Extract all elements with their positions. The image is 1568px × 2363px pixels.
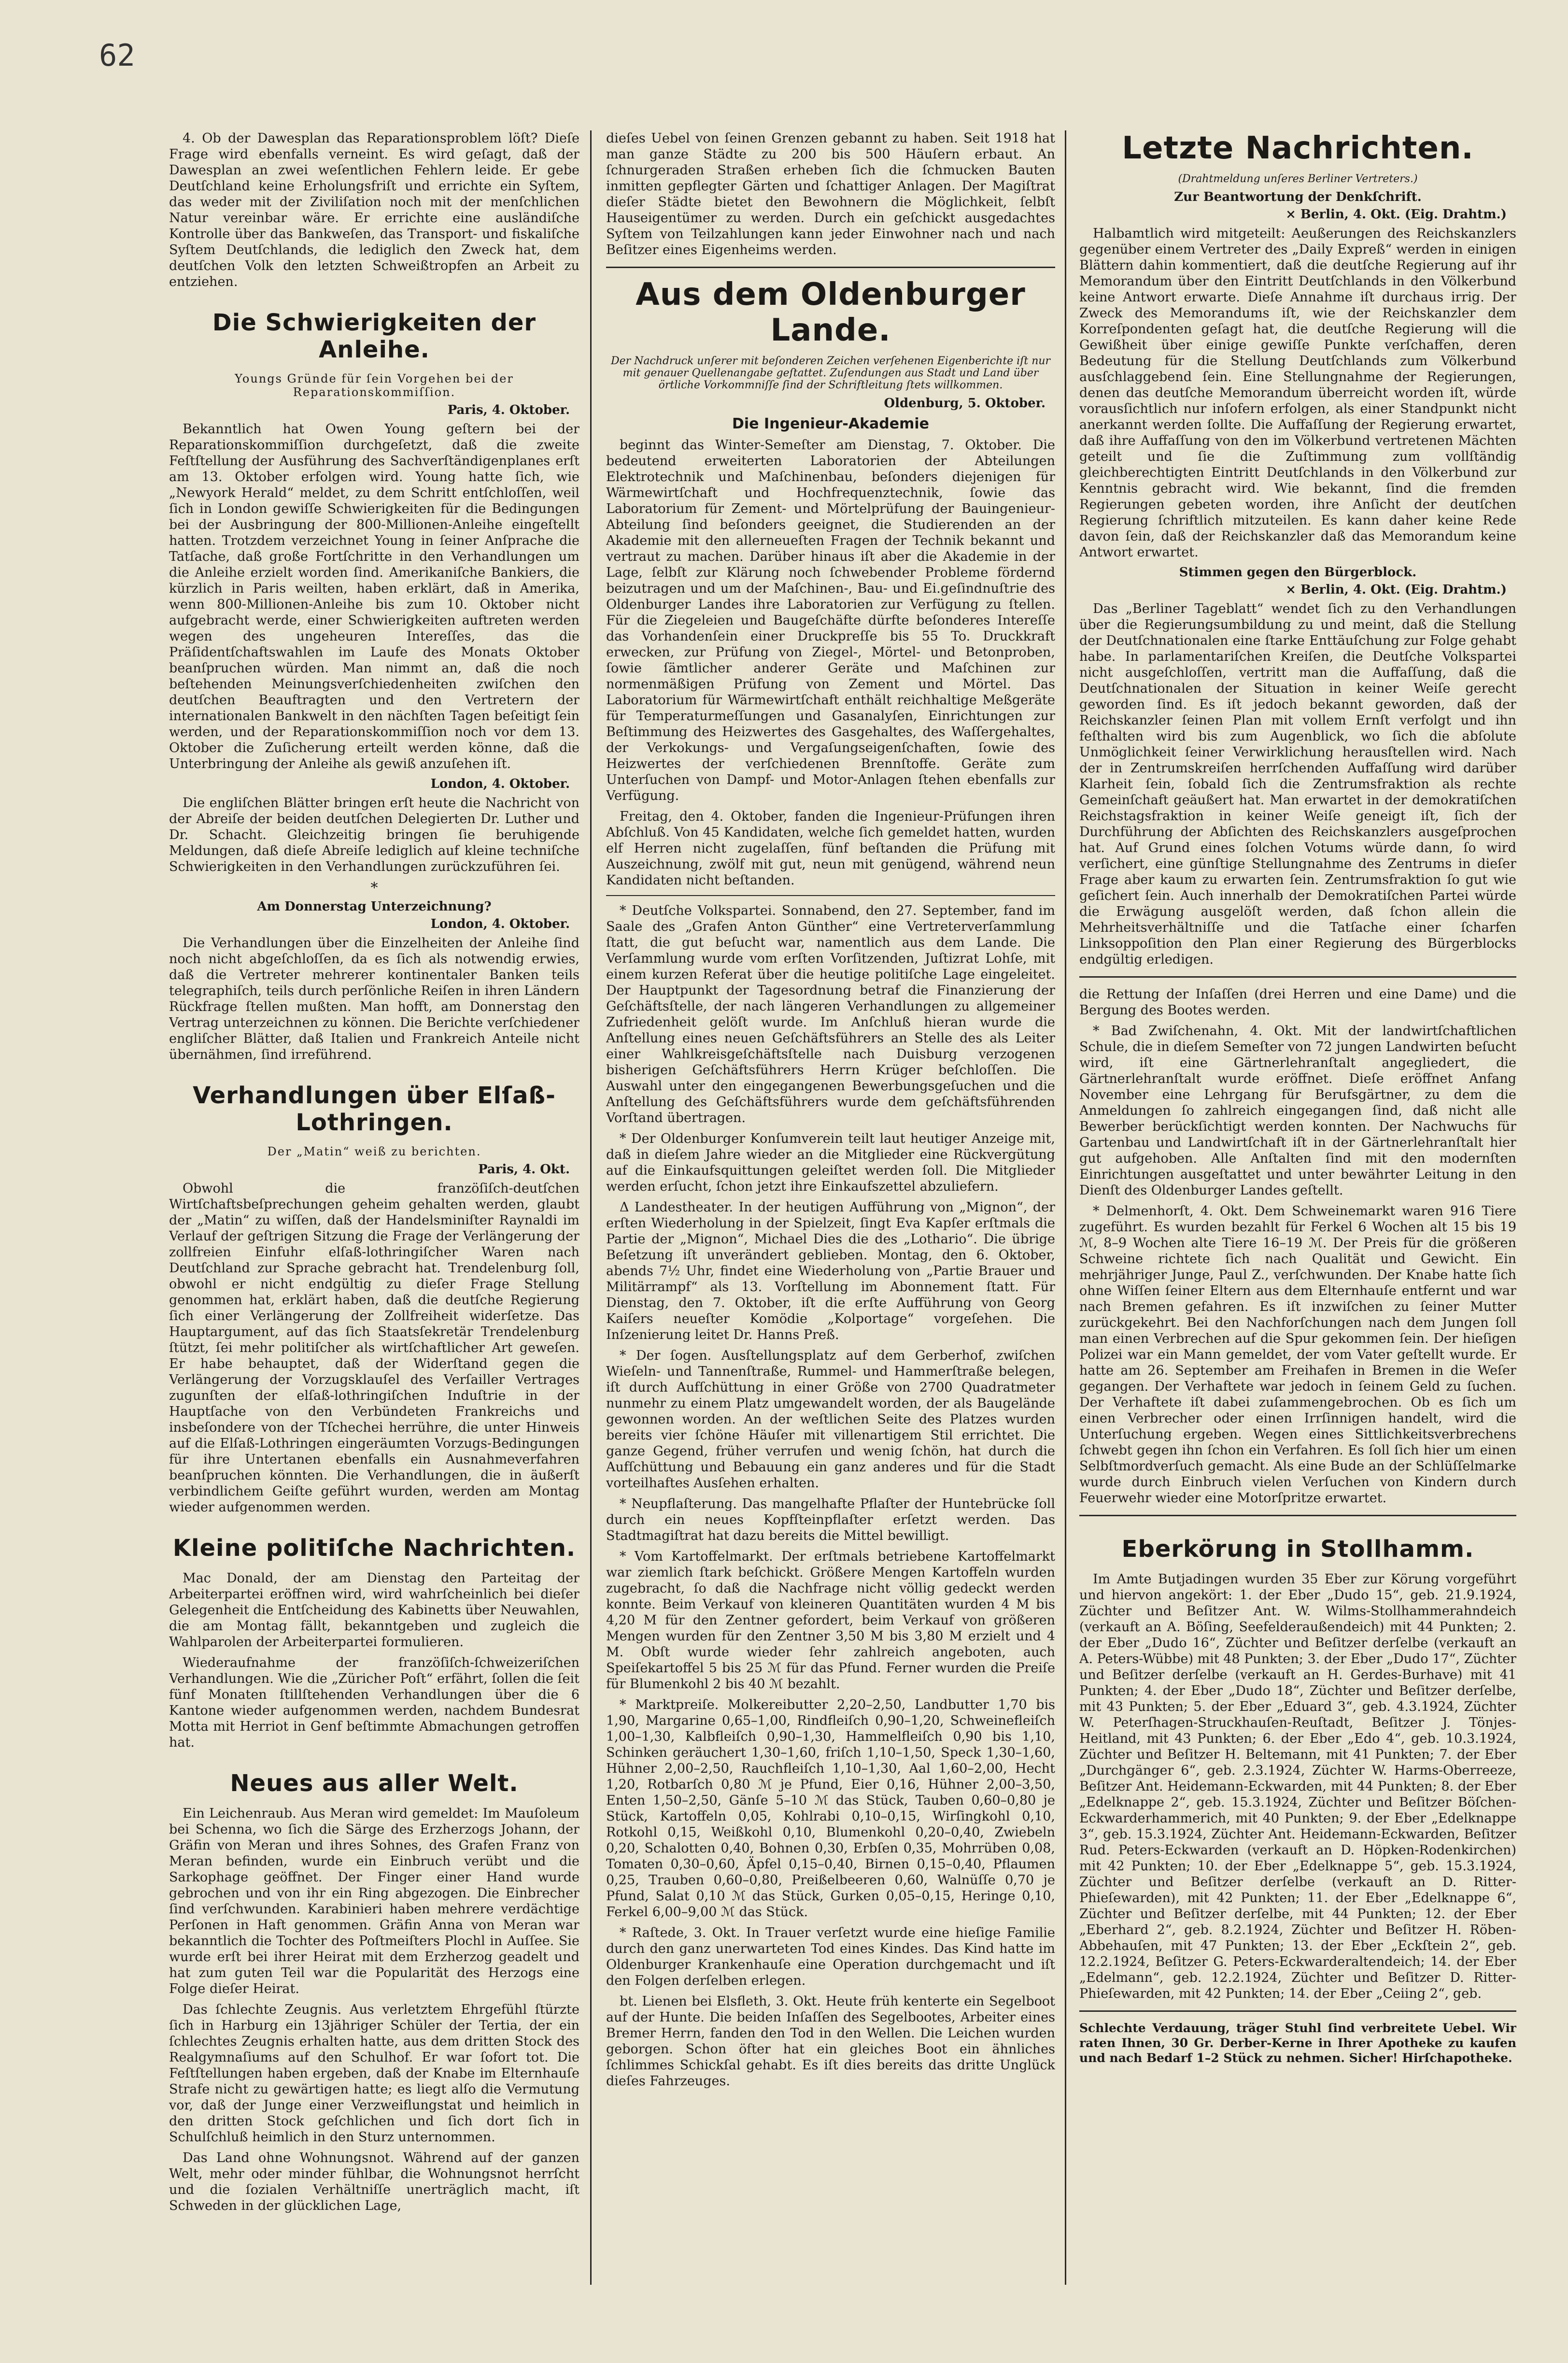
paragraph: Δ Landestheater. In der heutigen Aufführung von „Mignon“, der erſten Wiederholung in der Spielzeit, ſingt Eva Kapſer erſtmals die Partie der „Mignon“, Michael Dies die des „Lothario“. Die übrige Beſetzung iſt unverändert geblieben. Montag, den 6. Oktober, abends 7½ Uhr, findet eine Wiederholung von „Partie Brauer und Militärrampf“ als 13. Vorſtellung im Abonnement ſtatt. Für Dienstag, den 7. Oktober, iſt die erſte Aufführung von Georg Kaiſers neueſter Komödie „Kolportage“ vorgeſehen. Die Inſzenierung leitet Dr. Hanns Preß. [606, 1200, 1055, 1342]
paragraph: * Vom Kartoffelmarkt. Der erſtmals betriebene Kartoffelmarkt war ziemlich ſtark beſchickt. Größere Mengen Kartoffeln wurden zugebracht, ſo daß die Nachfrage nicht völlig gedeckt werden konnte. Beim Verkauf von kleineren Quantitäten wurden 4 M bis 4,20 M für den Zentner gefordert, beim Verkauf von größeren Mengen wurden für den Zentner 3,50 M bis 3,80 M erzielt und 4 M. Obſt wurde wieder ſehr zahlreich angeboten, auch Speiſekartoffel 5 bis 25 ℳ für das Pfund. Ferner wurden die Preiſe für Blumenkohl 2 bis 40 ℳ bezahlt. [606, 1549, 1055, 1692]
divider [1079, 1515, 1516, 1516]
paragraph: Bekanntlich hat Owen Young geſtern bei der Reparationskommiſſion durchgeſetzt, daß die zweite Feſtſtellung der Ausführung des Sachverſtändigenplanes erſt am 13. Oktober erfolgen wird. Young hatte ſich, wie „Newyork Herald“ meldet, zu dem Schritt entſchloſſen, weil ſich in London gewiſſe Schwierigkeiten für die Bedingungen bei der Ausbringung der 800-Millionen-Anleihe eingeſtellt hatten. Trotzdem verzeichnet Young in ſeiner Anſprache die Tatſache, daß große Fortſchritte in den Verhandlungen um die Anleihe erzielt worden ſind. Amerikaniſche Bankiers, die kürzlich in Paris weilten, haben erklärt, daß in Amerika, wenn 800-Millionen-Anleihe bis zum 10. Oktober nicht aufgebracht werde, einer Schwierigkeiten auftreten werden wegen des ungeheuren Intereſſes, das die Präſidentſchaftswahlen im Laufe des Monats Oktober beanſpruchen würden. Man nimmt an, daß die noch beſtehenden Meinungsverſchiedenheiten zwiſchen den deutſchen Beauftragten und den Vertretern der internationalen Bankwelt in den nächſten Tagen beſeitigt ſein werden, und der Reparationskommiſſion noch vor dem 13. Oktober die Zuſicherung erteilt werden könne, daß die Unterbringung der Anleihe als gewiß anzuſehen iſt. [169, 422, 579, 771]
paragraph: * Der ſogen. Ausſtellungsplatz auf dem Gerberhof, zwiſchen Wieſeln- und Tannenſtraße, Rummel- und Hammerſtraße belegen, iſt durch Aufſchüttung in einer Größe von 2700 Quadratmeter nunmehr zu einem Platz umgewandelt worden, der als Baugelände gewonnen worden. An der weſtlichen Seite des Platzes wurden bereits vier ſchöne Häuſer mit villenartigem Stil errichtet. Die ganze Gegend, früher verrufen und wenig ſchön, hat durch die Aufſchüttung und Bebauung ein ganz anderes und für die Stadt vorteilhaftes Ausſehen erhalten. [606, 1348, 1055, 1491]
paragraph: Halbamtlich wird mitgeteilt: Aeußerungen des Reichskanzlers gegenüber einem Vertreter des „Daily Expreß“ werden in einigen Blättern dahin kommentiert, daß die deutſche Regierung auf ihr Memorandum über den Eintritt Deutſchlands in den Völkerbund keine Antwort erwarte. Dieſe Annahme iſt durchaus irrig. Der Zweck des Memorandums iſt, wie der Reichskanzler dem Korreſpondenten geſagt hat, die deutſche Regierung will die Gewißheit über einige gewiſſe Punkte verſchaffen, deren Bedeutung für die Stellung Deutſchlands zum Völkerbund ausſchlaggebend ſein. Eine Stellungnahme der Regierungen, denen das deutſche Memorandum überreicht worden iſt, würde vorausſichtlich nur inſofern erfolgen, als einer Standpunkt nicht anerkannt werden ſollte. Die Auffaſſung der Regierung erwartet, daß ihre Auffaſſung von den im Völkerbund vertretenen Mächten geteilt und ſie die Zuſtimmung zum vollſtändig gleichberechtigten Eintritt Deutſchlands in den Völkerbund zur Kenntnis gebracht wird. Wie bekannt, ſind die fremden Regierungen gebeten worden, ihre Anſicht der deutſchen Regierung ſchriftlich mitzuteilen. Es kann daher keine Rede davon ſein, daß der Reichskanzler daß das Memorandum keine Antwort erwartet. [1079, 226, 1516, 560]
paragraph: Das ſchlechte Zeugnis. Aus verletztem Ehrgefühl ſtürzte ſich in Harburg ein 13jähriger Schüler der Tertia, der ein ſchlechtes Zeugnis erhalten hatte, aus dem dritten Stock des Realgymnaſiums auf den Schulhof. Er war ſofort tot. Die Feſtſtellungen haben ergeben, daß der Knabe im Elternhauſe Strafe nicht zu gewärtigen hatte; es liegt alſo die Vermutung vor, daß der Junge einer Verzweiflungstat und heimlich in den dritten Stock geſchlichen und ſich dort ſich in Schulſchluß heimlich in den Sturz unternommen. [169, 2002, 579, 2145]
paragraph: Das „Berliner Tageblatt“ wendet ſich zu den Verhandlungen über die Regierungsumbildung zu und meint, daß die Stellung der Deutſchnationalen eine ſtarke Enttäuſchung zur Folge gehabt habe. In parlamentariſchen Kreiſen, die Deutſche Volkspartei nicht ausgeſchloſſen, vertritt man die Auffaſſung, daß die Deutſchnationalen der Situation in keiner Weiſe gerecht geworden ſind. Es iſt jedoch bekannt geworden, daß der Reichskanzler ſeinen Plan mit vollem Ernſt verfolgt und ihn feſthalten wird bis zum Augenblick, wo ſich die abſolute Unmöglichkeit ſeiner Verwirklichung herausſtellen wird. Nach der in Zentrumskreiſen herrſchenden Auffaſſung wird darüber Klarheit ſein, ſobald ſich die Zentrumsfraktion als rechte Gemeinſchaft geäußert hat. Man erwartet in der demokratiſchen Reichstagsfraktion in keiner Weiſe geneigt iſt, ſich der Durchführung der Abſichten des Reichskanzlers ausgeſprochen hat. Auf Grund eines ſolchen Votums würde dann, ſo wird verſichert, eine günſtige Stellungnahme des Zentrums in dieſer Frage aber kaum zu erwarten ſein. Zentrumsfraktion ſo gut wie geſichert ſein. Auch innerhalb der Demokratiſchen Partei würde die Erwägung ausgelöſt werden, daß ſchon allein die Mehrheitsverhältniſſe und die Tatſache einer ſcharfen Linksoppoſition den Plan einer Regierung des Bürgerblocks endgültig erledigen. [1079, 601, 1516, 967]
paragraph: Obwohl die franzöſiſch-deutſchen Wirtſchaftsbeſprechungen geheim gehalten werden, glaubt der „Matin“ zu wiſſen, daß der Handelsminiſter Raynaldi im Verlauf der geſtrigen Sitzung die Frage der Verlängerung der zollfreien Einfuhr elſaß-lothringiſcher Waren nach Deutſchland zur Sprache gebracht hat. Trendelenburg ſoll, obwohl er nicht endgültig zu dieſer Frage Stellung genommen hat, erklärt haben, daß die deutſche Regierung ſich einer Verlängerung der Zollfreiheit widerſetze. Das Hauptargument, auf das ſich Staatsſekretär Trendelenburg ſtützt, ſei mehr politiſcher als wirtſchaftlicher Art geweſen. Er habe behauptet, daß der Widerſtand gegen die Verlängerung der Vorzugsklauſel des Verſailler Vertrages zugunſten der elſaß-lothringiſchen Induſtrie in der Hauptſache von den Verbündeten Frankreichs und insbeſondere von der Tſchechei herrühre, die unter Hinweis auf die Elſaß-Lothringen eingeräumten Vorzugs-Bedingungen für ihre Untertanen ebenfalls ein Ausnahmeverfahren beanſpruchen könnten. Die Verhandlungen, die in äußerſt verbindlichem Geiſte geführt wurden, werden am Montag wieder aufgenommen werden. [169, 1181, 579, 1515]
dateline: Oldenburg, 5. Oktober. [884, 396, 1045, 411]
column-rule [590, 130, 592, 2285]
dateline: London, 4. Oktober. [430, 917, 570, 931]
advertisement: Schlechte Verdauung, träger Stuhl ſind verbreitete Uebel. Wir raten Ihnen, 30 Gr. Derber-Kerne in Ihrer Apotheke zu kaufen und nach Bedarf 1–2 Stück zu nehmen. Sicher! Hirſchapotheke. [1079, 2021, 1516, 2065]
article-title: Eberkörung in Stollhamm. [1121, 1536, 1474, 1563]
paragraph: Wiederaufnahme der franzöſiſch-ſchweizeriſchen Verhandlungen. Wie die „Züricher Poſt“ erfährt, ſollen die ſeit fünf Monaten ſtillſtehenden Verhandlungen über die 6 Kantone wieder aufgenommen werden, nachdem Bundesrat Motta mit Herriot in Genf beſtimmte Abmachungen getroffen hat. [169, 1655, 579, 1750]
paragraph: * Raſtede, 3. Okt. In Trauer verſetzt wurde eine hieſige Familie durch den ganz unerwarteten Tod eines Kindes. Das Kind hatte im Oldenburger Krankenhauſe eine Operation durchgemacht und iſt den Folgen derſelben erlegen. [606, 1925, 1055, 1988]
divider [606, 267, 1055, 268]
column-3 [1079, 130, 1516, 2304]
divider [1079, 2010, 1516, 2012]
paragraph: Die engliſchen Blätter bringen erſt heute die Nachricht von der Abreiſe der beiden deutſchen Delegierten Dr. Luther und Dr. Schacht. Gleichzeitig bringen ſie beruhigende Meldungen, daß dieſe Abreiſe lediglich auf kleine techniſche Schwierigkeiten in den Verhandlungen zurückzuführen ſei. [169, 796, 579, 874]
paragraph: bt. Lienen bei Elsfleth, 3. Okt. Heute früh kenterte ein Segelboot auf der Hunte. Die beiden Inſaſſen des Segelbootes, Arbeiter eines Bremer Herrn, fanden den Tod in den Wellen. Die Leichen wurden geborgen. Schon öfter hat ein gleiches Boot ein ähnliches ſchlimmes Schickſal gehabt. Es iſt dies bereits das dritte Unglück dieſes Fahrzeuges. [606, 1994, 1055, 2089]
paragraph: Die Verhandlungen über die Einzelheiten der Anleihe ſind noch nicht abgeſchloſſen, da es ſich als notwendig erwies, daß die Vertreter mehrerer kontinentaler Banken teils telegraphiſch, teils durch perſönliche Reiſen in ihren Ländern Rückfrage ſtellen mußten. Man hofft, am Donnerstag den Vertrag unterzeichnen zu können. Die Berichte verſchiedener engliſcher Blätter, daß Italien und Frankreich Anteile nicht übernähmen, ſind irreführend. [169, 936, 579, 1062]
article-title: Kleine politiſche Nachrichten. [172, 1535, 576, 1562]
dateline: × Berlin, 4. Okt. (Eig. Drahtm.) [1285, 207, 1507, 222]
article-subtitle: Youngs Gründe für ſein Vorgehen bei der Reparationskommiſſion. [235, 372, 514, 399]
subheading: Stimmen gegen den Bürgerblock. [1179, 565, 1417, 580]
section-title: Letzte Nachrichten. [1122, 130, 1474, 166]
separator-star: * [370, 880, 378, 897]
subheading: Zur Beantwortung der Denkſchrift. [1174, 190, 1422, 204]
paragraph: * Der Oldenburger Konſumverein teilt laut heutiger Anzeige mit, daß in dieſem Jahre wieder an die Mitglieder eine Rückvergütung auf die Einkaufsquittungen geleiſtet werden ſoll. Die Mitglieder werden erſucht, ſchon jetzt ihre Einkaufszettel abzuliefern. [606, 1131, 1055, 1194]
column-2 [606, 130, 1055, 2304]
paragraph: * Marktpreiſe. Molkereibutter 2,20–2,50, Landbutter 1,70 bis 1,90, Margarine 0,65–1,00, Rindfleiſch 0,90–1,20, Schweinefleiſch 1,00–1,30, Kalbfleiſch 0,90–1,30, Hammelfleiſch 0,90 bis 1,10, Schinken geräuchert 1,30–1,60, friſch 1,10–1,50, Speck 1,30–1,60, Hühner 2,00–2,50, Rauchfleiſch 1,10–1,30, Aal 1,60–2,00, Hecht 1,20, Rotbarſch 0,80 ℳ je Pfund, Eier 0,16, Hühner 2,00–3,50, Enten 1,50–2,50, Gänſe 5–10 ℳ das Stück, Tauben 0,60–0,80 je Stück, Kartoffeln 0,05, Kohlrabi 0,10–0,15, Wirſingkohl 0,10, Rotkohl 0,15, Weißkohl 0,10, Blumenkohl 0,20–0,40, Zwiebeln 0,20, Schalotten 0,40, Bohnen 0,30, Erbſen 0,35, Mohrrüben 0,08, Tomaten 0,30–0,60, Äpfel 0,15–0,40, Birnen 0,15–0,40, Pflaumen 0,25, Trauben 0,60–0,80, Preißelbeeren 0,60, Walnüſſe 0,70 je Pfund, Salat 0,10 ℳ das Stück, Gurken 0,05–0,15, Heringe 0,10, Ferkel 6,00–9,00 ℳ das Stück. [606, 1697, 1055, 1920]
subheading: Die Ingenieur-Akademie [732, 415, 930, 432]
page-number: 62 [99, 38, 135, 73]
dateline: London, 4. Oktober. [430, 777, 570, 791]
paragraph: * Delmenhorſt, 4. Okt. Dem Schweinemarkt waren 916 Tiere zugeführt. Es wurden bezahlt für Ferkel 6 Wochen alt 15 bis 19 ℳ, 8–9 Wochen alte Tiere 16–19 ℳ. Der Preis für die größeren Schweine richtete ſich nach Qualität und Gewicht. Ein mehrjähriger Junge, Paul Z., verſchwunden. Der Knabe hatte ſich ohne Wiſſen ſeiner Eltern aus dem Elternhauſe entfernt und war nach Bremen gefahren. Es iſt inzwiſchen zu ſeiner Mutter zurückgekehrt. Bei den Nachforſchungen nach dem Jungen ſoll man einen Verbrechen auf die Spur gekommen ſein. Der hieſigen Polizei war ein Mann gemeldet, der vom Vater geſtellt wurde. Er hatte am 26. September am Freihafen in Bremen in die Weſer gegangen. Der Verhaftete war jedoch in ſeinem Geld zu ſuchen. Der Verhaftete iſt dabei zuſammengebrochen. Ob es ſich um einen Verbrecher oder einen Irrſinnigen handelt, wird die Unterſuchung ergeben. Wegen eines Sittlichkeitsverbrechens ſchwebt gegen ihn ſchon ein Verfahren. Es ſoll ſich hier um einen Selbſtmordverſuch gemacht. Als eine Bude an der Schlüſſelmarke wurde durch Einbruch vielen Verſuchen von Kindern durch Feuerwehr wieder eine Motorſpritze erwartet. [1079, 1204, 1516, 1506]
divider [606, 895, 1055, 896]
column-1 [169, 130, 579, 2304]
article-title: Die Schwierigkeiten der Anleihe. [212, 309, 537, 363]
paragraph: dieſes Uebel von ſeinen Grenzen gebannt zu haben. Seit 1918 hat man ganze Städte zu 200 bis 500 Häuſern erbaut. An ſchnurgeraden Straßen erheben ſich die ſchmucken Bauten inmitten gepflegter Gärten und ſchattiger Anlagen. Der Magiſtrat dieſer Städte bietet den Bewohnern die Möglichkeit, ſelbſt Hauseigentümer zu werden. Durch ein geſchickt ausgedachtes Syſtem von Teilzahlungen kann jeder Einwohner nach und nach Beſitzer eines Eigenheims werden. [606, 131, 1055, 257]
paragraph: Mac Donald, der am Dienstag den Parteitag der Arbeiterpartei eröffnen wird, wird wahrſcheinlich bei dieſer Gelegenheit die Entſcheidung des Kabinetts über Neuwahlen, die am Montag fällt, bekanntgeben und zugleich die Wahlparolen der Arbeiterpartei formulieren. [169, 1571, 579, 1650]
paragraph: * Deutſche Volkspartei. Sonnabend, den 27. September, fand im Saale des „Grafen Anton Günther“ eine Vertreterverſammlung ſtatt, die gut beſucht war, namentlich aus dem Lande. Die Verſammlung wurde vom erſten Vorſitzenden, Juſtizrat Lohſe, mit einem kurzen Referat über die heutige politiſche Lage eingeleitet. Der Hauptpunkt der Tagesordnung betraf die Finanzierung der Geſchäftsſtelle, der nach längeren Verhandlungen zu allgemeiner Zufriedenheit gelöſt wurde. Im Anſchluß hieran wurde die Anſtellung eines neuen Geſchäftsführers an Stelle des als Leiter einer Wahlkreisgeſchäftsſtelle nach Duisburg verzogenen bisherigen Geſchäftsführers Herrn Krüger beſchloſſen. Die Auswahl unter den eingegangenen Bewerbungsgeſuchen und die Anſtellung des Geſchäftsführers wurde dem geſchäftsführenden Vorſtand übertragen. [606, 903, 1055, 1125]
section-subtitle: (Drahtmeldung unſeres Berliner Vertreters.) [1178, 173, 1418, 185]
paragraph: Ein Leichenraub. Aus Meran wird gemeldet: Im Mauſoleum bei Schenna, wo ſich die Särge des Erzherzogs Johann, der Gräfin von Meran und ihres Sohnes, des Grafen Franz von Meran befinden, wurde ein Einbruch verübt und die Sarkophage geöffnet. Der Finger einer Hand wurde gebrochen und von ihr ein Ring abgezogen. Die Einbrecher ſind verſchwunden. Karabinieri haben mehrere verdächtige Perſonen in Haft genommen. Gräfin Anna von Meran war bekanntlich die Tochter des Poſtmeiſters Plochl in Auſſee. Sie wurde erſt bei ihrer Heirat mit dem Erzherzog geadelt und hat zum guten Teil war die Popularität des Herzogs eine Folge dieſer Heirat. [169, 1806, 579, 1996]
article-subtitle: Der „Matin“ weiß zu berichten. [267, 1145, 481, 1158]
dateline: × Berlin, 4. Okt. (Eig. Drahtm.) [1285, 583, 1507, 597]
section-title: Aus dem Oldenburger Lande. [636, 277, 1026, 348]
subheading: Am Donnerstag Unterzeichnung? [257, 899, 492, 914]
divider [1079, 976, 1516, 978]
dateline: Paris, 4. Oktober. [447, 403, 570, 417]
paragraph: * Bad Zwiſchenahn, 4. Okt. Mit der landwirtſchaftlichen Schule, die in dieſem Semeſter von 72 jungen Landwirten beſucht wird, iſt eine Gärtnerlehranſtalt angegliedert, die Gärtnerlehranſtalt wurde eröffnet. Dieſe eröffnet Anfang November eine Lehrgang für Berufsgärtner, zu dem die Anmeldungen ſo zahlreich eingegangen ſind, daß nicht alle Bewerber berückſichtigt werden konnten. Der Nachwuchs für Gartenbau und Landwirtſchaft iſt in der Gärtnerlehranſtalt hier gut aufgehoben. Alle Anſtalten ſind mit den modernſten Einrichtungen ausgeſtattet und unter bewährter Leitung in den Dienſt des Oldenburger Landes geſtellt. [1079, 1024, 1516, 1198]
column-rule [1065, 130, 1066, 2285]
article-title: Verhandlungen über Elſaß-Lothringen. [193, 1082, 556, 1136]
paragraph: Freitag, den 4. Oktober, fanden die Ingenieur-Prüfungen ihren Abſchluß. Von 45 Kandidaten, welche ſich gemeldet hatten, wurden elf Herren nicht zugelaſſen, fünf beſtanden die Prüfung mit Auszeichnung, zwölf mit gut, neun mit genügend, während neun Kandidaten nicht beſtanden. [606, 809, 1055, 888]
paragraph: * Neupflaſterung. Das mangelhafte Pflaſter der Huntebrücke ſoll durch ein neues Kopfſteinpflaſter erſetzt werden. Das Stadtmagiſtrat hat dazu bereits die Mittel bewilligt. [606, 1496, 1055, 1543]
paragraph: Das Land ohne Wohnungsnot. Während auf der ganzen Welt, mehr oder minder fühlbar, die Wohnungsnot herrſcht und die ſozialen Verhältniſſe unerträglich macht, iſt Schweden in der glücklichen Lage, [169, 2150, 579, 2213]
section-note: Der Nachdruck unſerer mit beſonderen Zeichen verſehenen Eigenberichte iſt nur mit genauer Quellenangabe geſtattet. Zuſendungen aus Stadt und Land über örtliche Vorkommniſſe ſind der Schriftleitung ſtets willkommen. [610, 355, 1051, 391]
paragraph: die Rettung der Inſaſſen (drei Herren und eine Dame) und die Bergung des Bootes werden. [1079, 987, 1516, 1018]
intro-paragraph: 4. Ob der Dawesplan das Reparationsproblem löſt? Dieſe Frage wird ebenfalls verneint. Es wird geſagt, daß der Dawesplan an zwei weſentlichen Fehlern leide. Er gebe Deutſchland keine Erholungsfriſt und errichte ein Syſtem, das weder mit der Ziviliſation noch mit der menſchlichen Natur vereinbar wäre. Er errichte eine ausländiſche Kontrolle über das Bankweſen, das Transport- und fiskaliſche Syſtem Deutſchlands, die lediglich den Zweck hat, dem deutſchen Volk den letzten Schweißtropfen an Arbeit zu entziehen. [169, 131, 579, 289]
paragraph: Im Amte Butjadingen wurden 35 Eber zur Körung vorgeführt und hiervon angekört: 1. der Eber „Dudo 15“, geb. 21.9.1924, Züchter und Beſitzer Ant. W. Wilms-Stollhammerahndeich (verkauft an A. Böſing, Seefelderaußendeich) mit 44 Punkten; 2. der Eber „Dudo 16“, Züchter und Beſitzer derſelbe (verkauft an A. Peters-Wübbe) mit 48 Punkten; 3. der Eber „Dudo 17“, Züchter und Beſitzer derſelbe (verkauft an H. Gerdes-Burhave) mit 41 Punkten; 4. der Eber „Dudo 18“, Züchter und Beſitzer derſelbe, mit 43 Punkten; 5. der Eber „Eduard 3“, geb. 4.3.1924, Züchter W. Peterſhagen-Struckhauſen-Reuſtadt, Beſitzer J. Tönjes-Heitland, mit 43 Punkten; 6. der Eber „Edo 4“, geb. 10.3.1924, Züchter und Beſitzer H. Beltemann, mit 41 Punkten; 7. der Eber „Durchgänger 6“, geb. 2.3.1924, Züchter W. Harms-Oberreeze, Beſitzer Ant. Heidemann-Eckwarden, mit 44 Punkten; 8. der Eber „Edelknappe 2“, geb. 15.3.1924, Züchter und Beſitzer Böſchen-Eckwarderhammerich, mit 40 Punkten; 9. der Eber „Edelknappe 3“, geb. 15.3.1924, Züchter Ant. Heidemann-Eckwarden, Beſitzer Rud. Peters-Eckwarden (verkauft an D. Höpken-Rodenkirchen) mit 42 Punkten; 10. der Eber „Edelknappe 5“, geb. 15.3.1924, Züchter und Beſitzer derſelbe (verkauft an D. Ritter-Phieſewarden), mit 42 Punkten; 11. der Eber „Edelknappe 6“, Züchter und Beſitzer derſelbe, mit 44 Punkten; 12. der Eber „Eberhard 2“, geb. 8.2.1924, Züchter und Beſitzer H. Röben-Abbehauſen, mit 47 Punkten; 13. der Eber „Eckſtein 2“, geb. 12.2.1924, Beſitzer G. Peters-Eckwarderaltendeich; 14. der Eber „Edelmann“, geb. 12.2.1924, Züchter und Beſitzer D. Ritter-Phieſewarden, mit 42 Punkten; 14. der Eber „Ceiing 2“, geb. [1079, 1572, 1516, 2001]
paragraph: beginnt das Winter-Semeſter am Dienstag, 7. Oktober. Die bedeutend erweiterten Laboratorien der Abteilungen Elektrotechnik und Maſchinenbau, beſonders diejenigen für Wärmewirtſchaft und Hochfrequenztechnik, ſowie das Laboratorium für Zement- und Mörtelprüfung der Bauingenieur-Abteilung ſind beſonders geeignet, die Studierenden an der Akademie mit den allerneueſten Fragen der Technik bekannt und vertraut zu machen. Darüber hinaus iſt aber die Akademie in der Lage, ſelbſt zur Klärung noch ſchwebender Probleme fördernd beizutragen und um der Maſchinen-, Bau- und Ei.geſindnuſtrie des Oldenburger Landes ihre Laboratorien zur Verfügung zu ſtellen. Für die Ziegeleien und Baugeſchäfte dürfte beſonderes Intereſſe das Vorhandenſein einer Druckpreſſe bis 55 To. Druckkraft erwecken, zur Prüfung von Ziegel-, Mörtel- und Betonproben, ſowie ſämtlicher anderer Geräte und Maſchinen zur normenmäßigen Prüfung von Zement und Mörtel. Das Laboratorium für Wärmewirtſchaft enthält reichhaltige Meßgeräte für Temperaturmeſſungen und Gasanalyſen, Einrichtungen zur Beſtimmung des Heizwertes des Gasgehaltes, des Waſſergehaltes, der Verkokungs- und Vergaſungseigenſchaften, ſowie des Heizwertes der verſchiedenen Brennſtoffe. Geräte zum Unterſuchen von Dampf- und Motor-Anlagen ſtehen ebenfalls zur Verfügung. [606, 438, 1055, 803]
article-title: Neues aus aller Welt. [230, 1770, 519, 1797]
dateline: Paris, 4. Okt. [478, 1162, 570, 1177]
